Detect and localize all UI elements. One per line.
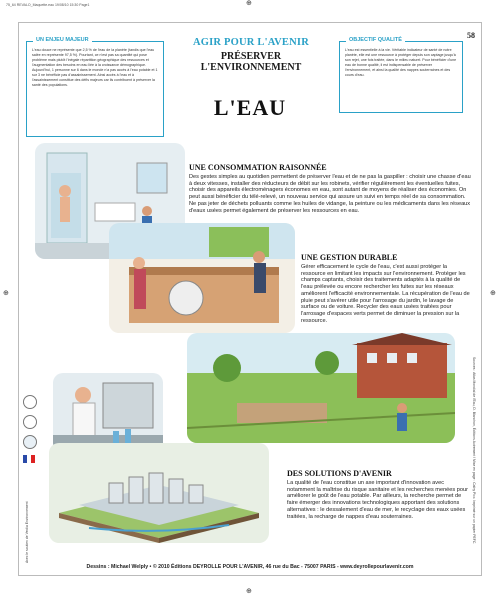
- subtitle-line-2: L'ENVIRONNEMENT: [200, 62, 302, 73]
- laboratory-illustration: [53, 373, 163, 453]
- flag-logo: [23, 455, 35, 463]
- right-vertical-sources: Sources : Atlas Mondial de l'Eau, D. Blanchon, Éditions Autrement / Mise en page : Cathy Picc. Imprimé sur un papier PEFC.: [472, 357, 476, 545]
- countryside-illustration: [187, 333, 455, 443]
- partner-logo-2: [23, 415, 37, 429]
- registration-mark-left: ⊕: [3, 290, 9, 297]
- city-illustration: [49, 443, 269, 543]
- print-slug: 75_64 REVALO_Maquette.eau 19/08/10 15:30 Page1: [6, 3, 90, 7]
- partner-logo-3: [23, 435, 37, 449]
- subtitle-line-1: PRÉSERVER: [220, 51, 282, 62]
- registration-mark-top: ⊕: [246, 0, 252, 7]
- qualite-label: OBJECTIF QUALITÉ: [346, 37, 405, 43]
- enjeu-label: UN ENJEU MAJEUR: [33, 37, 92, 43]
- poster-kicker: AGIR POUR L'AVENIR: [192, 37, 309, 48]
- qualite-box: [339, 37, 463, 113]
- registration-mark-right: ⊕: [490, 290, 496, 297]
- poster-title: L'EAU: [213, 95, 287, 120]
- footer-credits: Dessins : Michael Welply • © 2010 Éditions DEYROLLE POUR L'AVENIR, 46 rue du Bac - 75007 PARIS - www.deyrollepourlavenir.com: [86, 564, 414, 570]
- poster-subtitle: [177, 51, 325, 73]
- page-number: 58: [467, 31, 475, 40]
- kitchen-illustration: [109, 223, 295, 333]
- poster-page: [18, 22, 482, 576]
- qualite-text: L'eau est essentielle à la vie. Véritable indicateur de santé de notre planète, elle est une ressource à protéger depuis son captage jusqu'à son rejet, une fois traitée, dans le milieu naturel. Pour bénéficier d'une eau de bonne qualité, il est indispensable de préserver l'environnement, et ainsi la qualité des nappes souterraines et des cours d'eau.: [345, 48, 457, 77]
- enjeu-box: [26, 37, 164, 137]
- solutions-text: La qualité de l'eau constitue un axe important d'innovation avec notamment la maîtrise du risque sanitaire et les recherches menées pour améliorer le goût de l'eau potable. Par ailleurs, la recherche permet de faire émerger des innovations technologiques apportant des solutions alternatives : le dessalement d'eau de mer, le recyclage des eaux usées traitées, la recharge de nappes d'eau souterraines.: [287, 480, 468, 520]
- conso-title: UNE CONSOMMATION RAISONNÉE: [189, 163, 327, 172]
- gestion-text: Gérer efficacement le cycle de l'eau, c'est aussi protéger la ressource en limitant les impacts sur l'environnement. Protéger les champs captants, choisir des traitements adaptés à la qualité de l'eau prélevée ou encore rechercher les fuites sur les réseaux améliorent l'efficacité environnementale. La récupération de l'eau de pluie peut s'avérer utile pour l'arrosage du jardin, le lavage de surface ou de voiture. Recycler des eaux usées traitées pour l'arrosage d'espaces verts permet de diminuer la pression sur la ressource.: [301, 264, 470, 324]
- partner-logo-1: [23, 395, 37, 409]
- enjeu-text: L'eau douce ne représente que 2,5 % de l'eau de la planète (tandis que l'eau salée en représente 97,5 %). Pourtant, ce n'est pas sa quantité qui pose problème mais plutôt l'inégale répartition géographique des ressources et l'augmentation des besoins en eau liée à la croissance démographique. Aujourd'hui, 1 personne sur 6 dans le monde n'a pas accès à l'eau potable et 1 sur 3 ne bénéficie pas d'assainissement. Ainsi accès à l'eau et à l'assainissement constitue des défis majeurs car ils contribuent à préserver la santé des populations.: [32, 48, 158, 87]
- registration-mark-bottom: ⊕: [246, 588, 252, 595]
- gestion-title: UNE GESTION DURABLE: [301, 253, 398, 262]
- left-vertical-credit: Avec le soutien de Veolia Environnement: [25, 501, 29, 563]
- conso-text: Des gestes simples au quotidien permettent de préserver l'eau et de ne pas la gaspiller : choisir une chasse d'eau à deux vitesses, installer des réducteurs de débit sur les robinets, vérifier régulièrement les éventuelles fuites, choisir des appareils électroménagers économes en eau, sont autant de moyens de réaliser des économies. On peut aussi bénéficier du télé-relevé, un nouveau service qui assure un suivi en temps réel de sa consommation. Ne pas jeter de déchets polluants comme les huiles de vidange, la peinture ou les médicaments dans les réseaux d'eaux usées permet également de préserver les ressources en eau.: [189, 174, 471, 214]
- solutions-title: DES SOLUTIONS D'AVENIR: [287, 469, 392, 478]
